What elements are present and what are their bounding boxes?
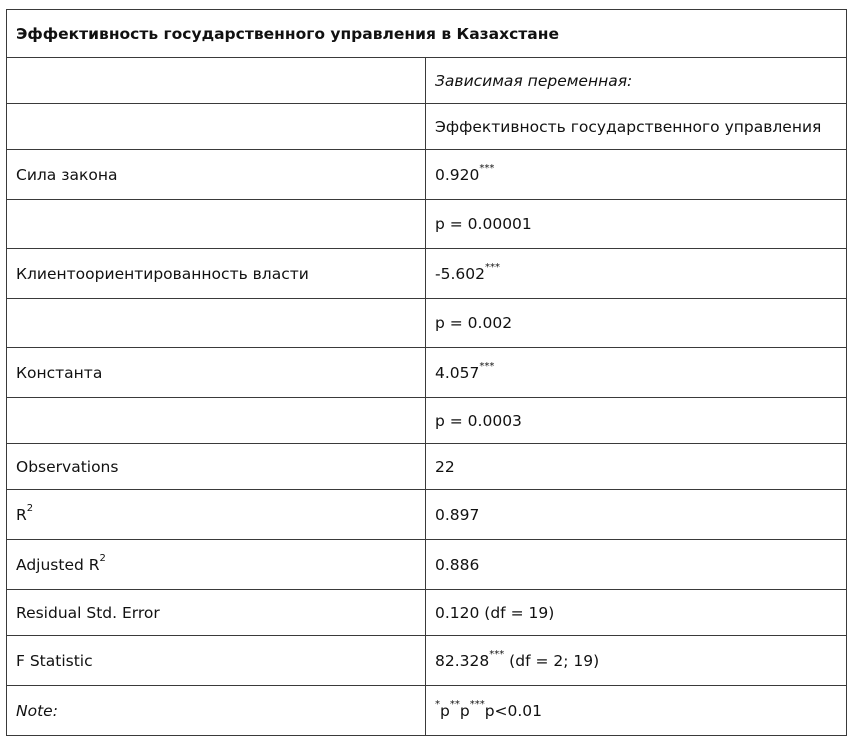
stat-value: 82.328 (435, 651, 490, 670)
stat-label: Residual Std. Error (7, 590, 426, 636)
table-title-row (7, 10, 847, 58)
empty-cell (7, 58, 426, 104)
empty-cell (7, 299, 426, 348)
significance-stars: *** (479, 361, 495, 373)
table-row (7, 249, 847, 299)
note-p: p (440, 701, 450, 720)
table-row (7, 686, 847, 736)
empty-cell (7, 398, 426, 444)
stat-label: Observations (7, 444, 426, 490)
stat-value: 22 (426, 444, 847, 490)
table-row (7, 150, 847, 200)
coef-value: -5.602 (435, 264, 485, 283)
stat-label-cell (7, 490, 426, 540)
table-row (7, 104, 847, 150)
significance-stars: *** (479, 163, 495, 175)
note-p: p<0.01 (484, 701, 543, 720)
stat-label: Adjusted R (16, 555, 100, 574)
coef-value: 0.920 (435, 165, 480, 184)
table-row (7, 490, 847, 540)
table-row (7, 200, 847, 249)
table-row (7, 348, 847, 398)
stat-label: F Statistic (7, 636, 426, 686)
coef-value: 4.057 (435, 363, 480, 382)
significance-stars: *** (489, 649, 505, 661)
superscript: 2 (99, 553, 106, 565)
regression-table (6, 9, 847, 736)
table-row (7, 299, 847, 348)
stat-value: 0.120 (df = 19) (426, 590, 847, 636)
dependent-variable-name: Эффективность государственного управления (426, 104, 847, 150)
p-value: p = 0.002 (426, 299, 847, 348)
note-star: * (435, 699, 440, 711)
row-label: Клиентоориентированность власти (7, 249, 426, 299)
table-row (7, 444, 847, 490)
coef-cell (426, 249, 847, 299)
table-row (7, 398, 847, 444)
stat-value: 0.897 (426, 490, 847, 540)
stat-value-cell (426, 636, 847, 686)
table-row (7, 540, 847, 590)
row-label: Сила закона (7, 150, 426, 200)
note-star: *** (469, 699, 485, 711)
note-star: ** (449, 699, 460, 711)
row-label: Константа (7, 348, 426, 398)
table-title: Эффективность государственного управления в Казахстане (7, 10, 847, 58)
stat-value: 0.886 (426, 540, 847, 590)
superscript: 2 (26, 503, 34, 515)
p-value: p = 0.00001 (426, 200, 847, 249)
note-text (426, 686, 847, 736)
note-p: p (459, 701, 470, 720)
coef-cell (426, 150, 847, 200)
stat-label: R (16, 505, 27, 524)
empty-cell (7, 104, 426, 150)
p-value: p = 0.0003 (426, 398, 847, 444)
table-row (7, 636, 847, 686)
significance-stars: *** (484, 262, 500, 274)
table-row (7, 58, 847, 104)
coef-cell (426, 348, 847, 398)
table-row (7, 590, 847, 636)
degrees-of-freedom: (df = 2; 19) (504, 651, 600, 670)
stat-label-cell (7, 540, 426, 590)
dependent-variable-label: Зависимая переменная: (426, 58, 847, 104)
note-label: Note: (7, 686, 426, 736)
empty-cell (7, 200, 426, 249)
